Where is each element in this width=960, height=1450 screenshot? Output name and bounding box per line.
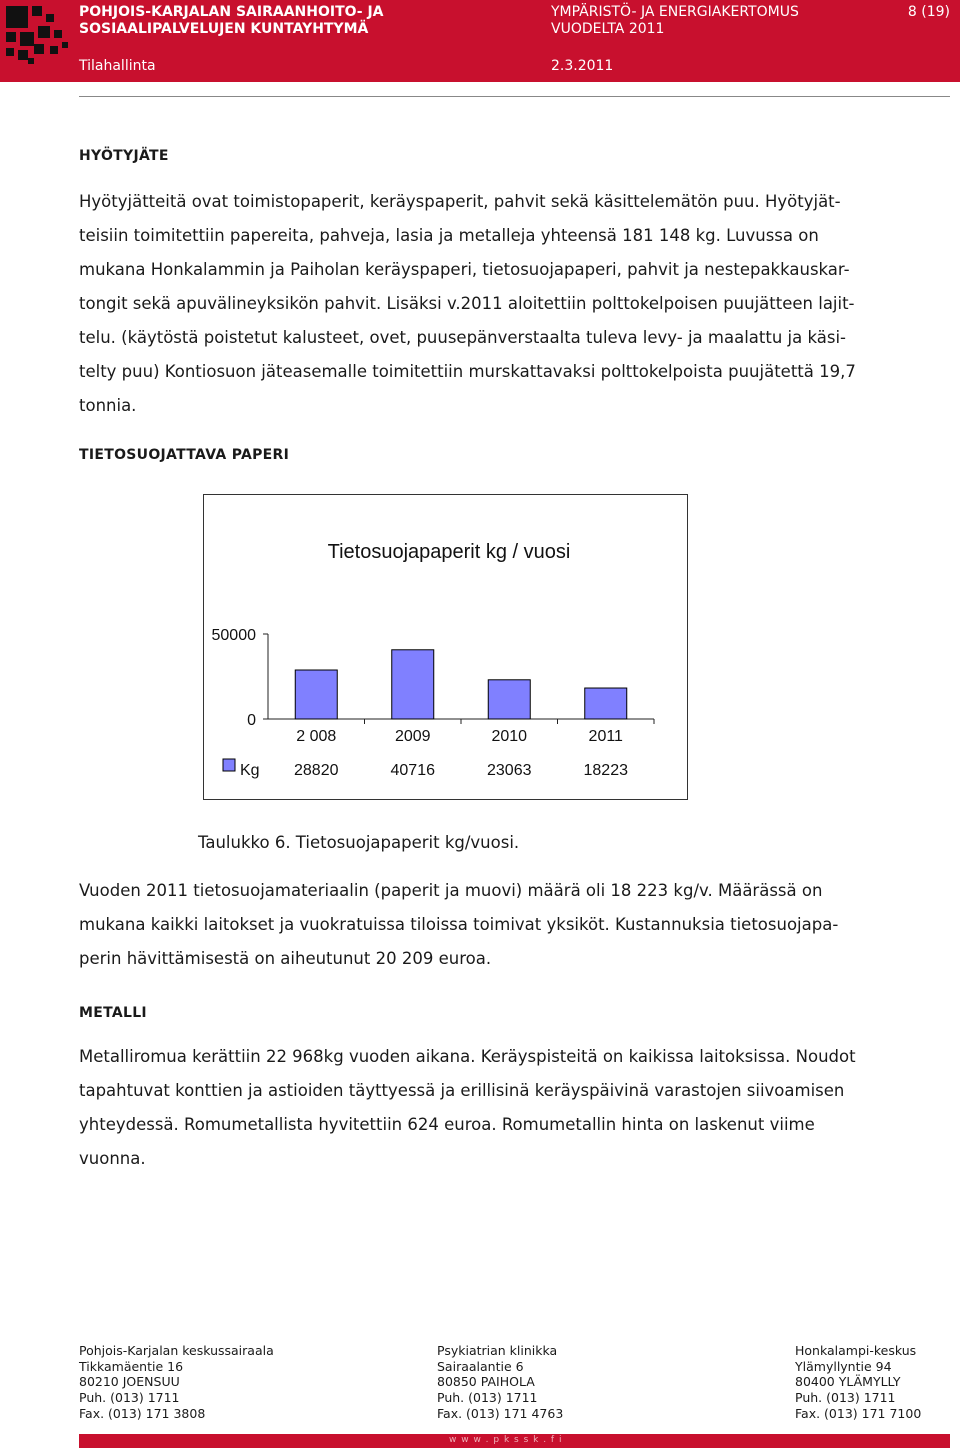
data-table-value: 40716 bbox=[390, 762, 435, 779]
text-line: perin hävittämisestä on aiheutunut 20 209 euroa. bbox=[79, 949, 492, 968]
text-line: tongit sekä apuvälineyksikön pahvit. Lisäksi v.2011 aloitettiin polttokelpoisen puujätteen lajit- bbox=[79, 294, 855, 313]
paragraph-metalli bbox=[79, 1040, 879, 1176]
text-line: Hyötyjätteitä ovat toimistopaperit, keräyspaperit, pahvit sekä käsittelemätön puu. Hyötyjät- bbox=[79, 192, 841, 211]
footer-line: Fax. (013) 171 4763 bbox=[437, 1405, 564, 1421]
organization-name bbox=[79, 4, 459, 38]
footer-line: Tikkamäentie 16 bbox=[79, 1358, 184, 1374]
document-title bbox=[551, 4, 851, 38]
footer-line: Fax. (013) 171 3808 bbox=[79, 1405, 206, 1421]
text-line: teisiin toimitettiin papereita, pahveja, lasia ja metalleja yhteensä 181 148 kg. Luvussa on bbox=[79, 226, 819, 245]
x-tick-label: 2 008 bbox=[296, 728, 337, 745]
bar bbox=[295, 670, 337, 719]
x-tick-label: 2010 bbox=[491, 728, 528, 745]
org-line-1: POHJOIS-KARJALAN SAIRAANHOITO- JA bbox=[79, 4, 384, 20]
document-date: 2.3.2011 bbox=[551, 58, 614, 74]
section-heading-metalli: METALLI bbox=[79, 1005, 147, 1021]
footer-line: Puh. (013) 1711 bbox=[795, 1390, 896, 1406]
footer-line: Ylämyllyntie 94 bbox=[795, 1358, 892, 1374]
footer-line: Honkalampi-keskus bbox=[795, 1343, 917, 1358]
section-heading-tietosuoja: TIETOSUOJATTAVA PAPERI bbox=[79, 447, 290, 463]
website-link[interactable]: w w w . p k s s k . f i bbox=[449, 1435, 563, 1445]
doc-title-line-2: VUODELTA 2011 bbox=[551, 21, 665, 37]
bar-chart bbox=[204, 495, 687, 799]
department-label: Tilahallinta bbox=[79, 58, 156, 74]
footer-line: Psykiatrian klinikka bbox=[437, 1343, 558, 1358]
bar bbox=[488, 680, 530, 719]
bar bbox=[585, 688, 627, 719]
y-tick-label: 0 bbox=[247, 712, 256, 729]
data-table-value: 28820 bbox=[294, 762, 339, 779]
text-line: yhteydessä. Romumetallista hyvitettiin 624 euroa. Romumetallin hinta on laskenut viime bbox=[79, 1115, 815, 1134]
text-line: mukana Honkalammin ja Paiholan keräyspaperi, tietosuojapaperi, pahvit ja nestepakkauskar- bbox=[79, 260, 850, 279]
footer-address-psykiatria bbox=[437, 1343, 563, 1422]
text-line: tonnia. bbox=[79, 396, 137, 415]
text-line: telty puu) Kontiosuon jäteasemalle toimitettiin murskattavaksi polttokelpoista puujätettä 19,7 bbox=[79, 362, 856, 381]
doc-title-line-1: YMPÄRISTÖ- JA ENERGIAKERTOMUS bbox=[551, 4, 799, 20]
data-table-value: 18223 bbox=[583, 762, 628, 779]
y-tick-label: 50000 bbox=[211, 627, 256, 644]
footer-line: Puh. (013) 1711 bbox=[79, 1390, 180, 1406]
chart-title: Tietosuojapaperit kg / vuosi bbox=[327, 541, 571, 563]
x-tick-label: 2011 bbox=[588, 728, 623, 745]
page-number: 8 (19) bbox=[907, 4, 950, 20]
paragraph-tietosuoja bbox=[79, 874, 879, 976]
footer-line: Sairaalantie 6 bbox=[437, 1358, 524, 1374]
bar bbox=[392, 650, 434, 719]
legend-swatch bbox=[223, 759, 235, 771]
footer-address-keskussairaala bbox=[79, 1343, 274, 1422]
text-line: Vuoden 2011 tietosuojamateriaalin (paperit ja muovi) määrä oli 18 223 kg/v. Määrässä on bbox=[79, 881, 823, 900]
paragraph-hyotyjate bbox=[79, 185, 879, 423]
text-line: mukana kaikki laitokset ja vuokratuissa tiloissa toimivat yksiköt. Kustannuksia tietosuojapa- bbox=[79, 915, 839, 934]
legend-label: Kg bbox=[240, 762, 260, 779]
footer-line: 80850 PAIHOLA bbox=[437, 1374, 535, 1390]
table-caption: Taulukko 6. Tietosuojapaperit kg/vuosi. bbox=[198, 833, 520, 852]
footer-line: 80400 YLÄMYLLY bbox=[795, 1374, 901, 1390]
footer-line: 80210 JOENSUU bbox=[79, 1374, 180, 1390]
text-line: vuonna. bbox=[79, 1149, 146, 1168]
organization-logo bbox=[0, 0, 75, 68]
footer-line: Fax. (013) 171 7100 bbox=[795, 1405, 922, 1421]
text-line: tapahtuvat konttien ja astioiden täyttyessä ja erillisinä keräyspäivinä varastojen siivoamisen bbox=[79, 1081, 845, 1100]
text-line: Metalliromua kerättiin 22 968kg vuoden aikana. Keräyspisteitä on kaikissa laitoksissa. Noudot bbox=[79, 1047, 856, 1066]
header-rule bbox=[79, 96, 950, 97]
org-line-2: SOSIAALIPALVELUJEN KUNTAYHTYMÄ bbox=[79, 21, 369, 37]
section-heading-hyotyjate: HYÖTYJÄTE bbox=[79, 148, 169, 164]
footer-address-honkalampi bbox=[795, 1343, 921, 1422]
chart-container bbox=[203, 494, 688, 800]
x-tick-label: 2009 bbox=[394, 728, 431, 745]
footer-line: Pohjois-Karjalan keskussairaala bbox=[79, 1343, 274, 1358]
footer-line: Puh. (013) 1711 bbox=[437, 1390, 538, 1406]
text-line: telu. (käytöstä poistetut kalusteet, ovet, puusepänverstaalta tuleva levy- ja maalattu ja käsi- bbox=[79, 328, 847, 347]
data-table-value: 23063 bbox=[487, 762, 532, 779]
